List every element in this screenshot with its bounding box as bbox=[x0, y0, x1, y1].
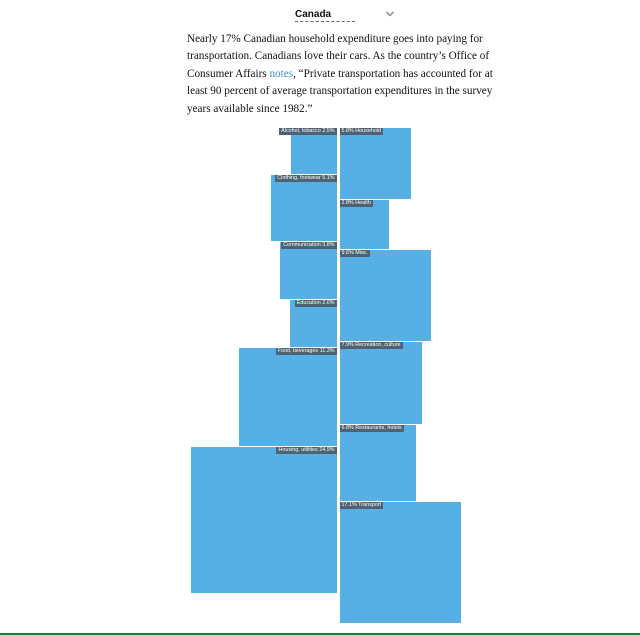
category-household bbox=[340, 128, 411, 199]
notes-link[interactable]: notes bbox=[269, 67, 294, 80]
category-label-transport: 17.1% Transport bbox=[341, 502, 382, 508]
category-box-misc bbox=[340, 250, 431, 341]
category-food bbox=[239, 348, 337, 446]
category-housing bbox=[191, 447, 337, 593]
category-label-restaurants: 6.8% Restaurants, hotels bbox=[341, 425, 402, 431]
category-box-education bbox=[290, 300, 337, 347]
category-label-health: 2.8% Health bbox=[341, 200, 371, 206]
category-label-misc: 9.6% Misc. bbox=[341, 250, 368, 256]
category-label-housing: Housing, utilities 24.9% bbox=[278, 447, 335, 453]
category-label-alcohol: Alcohol, tobacco 2.5% bbox=[281, 128, 335, 134]
category-box-communication bbox=[280, 242, 337, 299]
category-restaurants bbox=[340, 425, 416, 501]
chevron-down-icon bbox=[384, 8, 396, 20]
category-education bbox=[290, 300, 337, 347]
intro-text-after: , “Private transportation has accounted for at least 90 percent of average transportation expenditures in the survey years available since 1982.” bbox=[187, 67, 493, 115]
category-box-recreation bbox=[340, 342, 422, 424]
category-box-restaurants bbox=[340, 425, 416, 501]
category-recreation bbox=[340, 342, 422, 424]
category-box-clothing bbox=[271, 175, 337, 241]
category-label-communication: Communication 3.8% bbox=[283, 242, 335, 248]
category-communication bbox=[280, 242, 337, 299]
category-transport bbox=[340, 502, 461, 623]
category-label-clothing: Clothing, footwear 5.1% bbox=[277, 175, 335, 181]
category-label-food: Food, beverages 11.3% bbox=[277, 348, 335, 354]
category-box-health bbox=[340, 200, 389, 249]
category-box-transport bbox=[340, 502, 461, 623]
country-selector[interactable] bbox=[295, 7, 355, 23]
category-clothing bbox=[271, 175, 337, 241]
intro-text-before: Nearly 17% Canadian household expenditure goes into paying for transportation. Canadians love their cars. As the country’s Office of Consumer Affairs bbox=[187, 33, 490, 80]
category-box-household bbox=[340, 128, 411, 199]
category-misc bbox=[340, 250, 431, 341]
category-label-recreation: 7.9% Recreation, culture bbox=[341, 342, 401, 348]
category-box-housing bbox=[191, 447, 337, 593]
intro-paragraph bbox=[187, 31, 513, 118]
category-label-education: Education 2.6% bbox=[296, 300, 335, 306]
category-health bbox=[340, 200, 389, 249]
category-box-food bbox=[239, 348, 337, 446]
category-label-household: 5.8% Household bbox=[341, 128, 382, 134]
country-selector-label: Canada bbox=[295, 8, 355, 22]
category-alcohol bbox=[281, 128, 337, 174]
